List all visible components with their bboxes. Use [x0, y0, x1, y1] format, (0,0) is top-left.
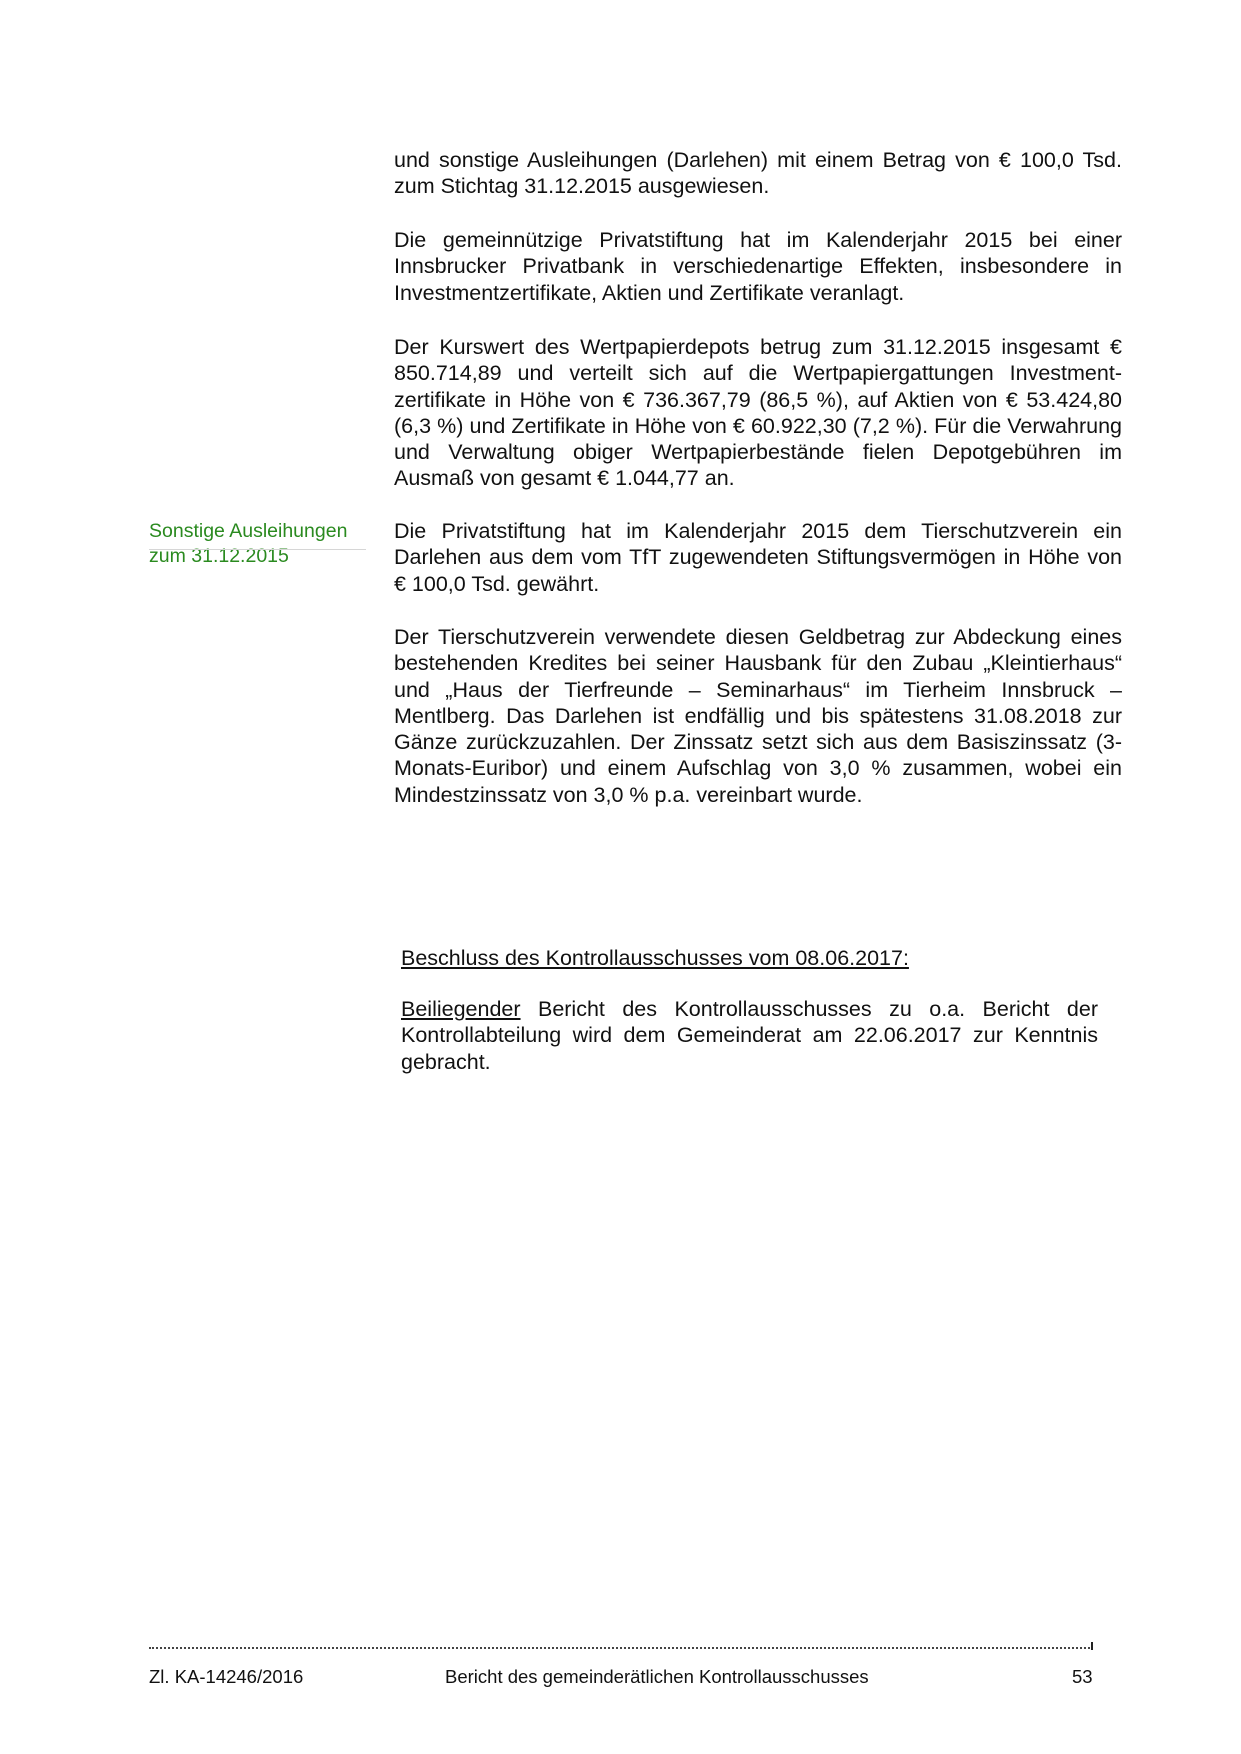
decision-lead-word: Beiliegender	[401, 997, 521, 1021]
decision-heading: Beschluss des Kontrollausschusses vom 08.06.2017:	[401, 946, 909, 970]
margin-divider	[149, 549, 366, 550]
paragraph-loans-intro: und sonstige Ausleihungen (Darlehen) mit einem Betrag von € 100,0 Tsd. zum Stichtag 31.12.2015 ausgewiesen.	[394, 148, 1122, 199]
margin-note-other-loans	[149, 519, 379, 568]
footer-dotted-rule	[149, 1647, 1093, 1649]
decision-paragraph	[401, 996, 1098, 1075]
footer-page-number: 53	[1072, 1666, 1093, 1687]
paragraph-loan-granted: Die Privatstiftung hat im Kalenderjahr 2015 dem Tierschutzverein ein Darlehen aus dem vom TfT zugewendeten Stiftungsvermögen in Höhe von € 100,0 Tsd. gewährt.	[394, 519, 1122, 596]
decision-body: Bericht des Kontrollausschusses zu o.a. Bericht der Kontrollabteilung wird dem Gemeinderat am 22.06.2017 zur Kenntnis gebracht.	[401, 997, 1098, 1074]
paragraph-investment: Die gemeinnützige Privatstiftung hat im Kalenderjahr 2015 bei einer Innsbrucker Privatbank in verschiedenartige Effekten, insbesondere in Investmentzertifikate, Aktien und Zertifikate veranlagt.	[394, 228, 1122, 305]
paragraph-loan-usage: Der Tierschutzverein verwendete diesen Geldbetrag zur Abdeckung eines bestehenden Kredites bei seiner Hausbank für den Zubau „Kleintierhaus“ und „Haus der Tierfreunde – Seminarhaus“ im Tierheim Innsbruck – Mentlberg. Das Darlehen ist endfällig und bis spätestens 31.08.2018 zur Gänze zurückzuzahlen. Der Zinssatz setzt sich aus dem Basiszinssatz (3-Monats-Euribor) und einem Aufschlag von 3,0 % zusammen, wobei ein Mindestzinssatz von 3,0 % p.a. vereinbart wurde.	[394, 625, 1122, 807]
paragraph-securities-value: Der Kurswert des Wertpapierdepots betrug zum 31.12.2015 insgesamt € 850.714,89 und verteilt sich auf die Wertpapiergattungen Investmentzertifikate in Höhe von € 736.367,79 (86,5 %), auf Aktien von € 53.424,80 (6,3 %) und Zertifikate in Höhe von € 60.922,30 (7,2 %). Für die Verwahrung und Verwaltung obiger Wertpapierbestände fielen Depotgebühren im Ausmaß von gesamt € 1.044,77 an.	[394, 335, 1122, 491]
margin-note-line-2: zum 31.12.2015	[149, 544, 289, 567]
margin-note-line-1: Sonstige Ausleihungen	[149, 520, 348, 542]
footer-reference-number: Zl. KA-14246/2016	[149, 1666, 304, 1687]
footer-rule-end-mark	[1091, 1642, 1093, 1650]
footer-report-title: Bericht des gemeinderätlichen Kontrollausschusses	[445, 1666, 869, 1687]
